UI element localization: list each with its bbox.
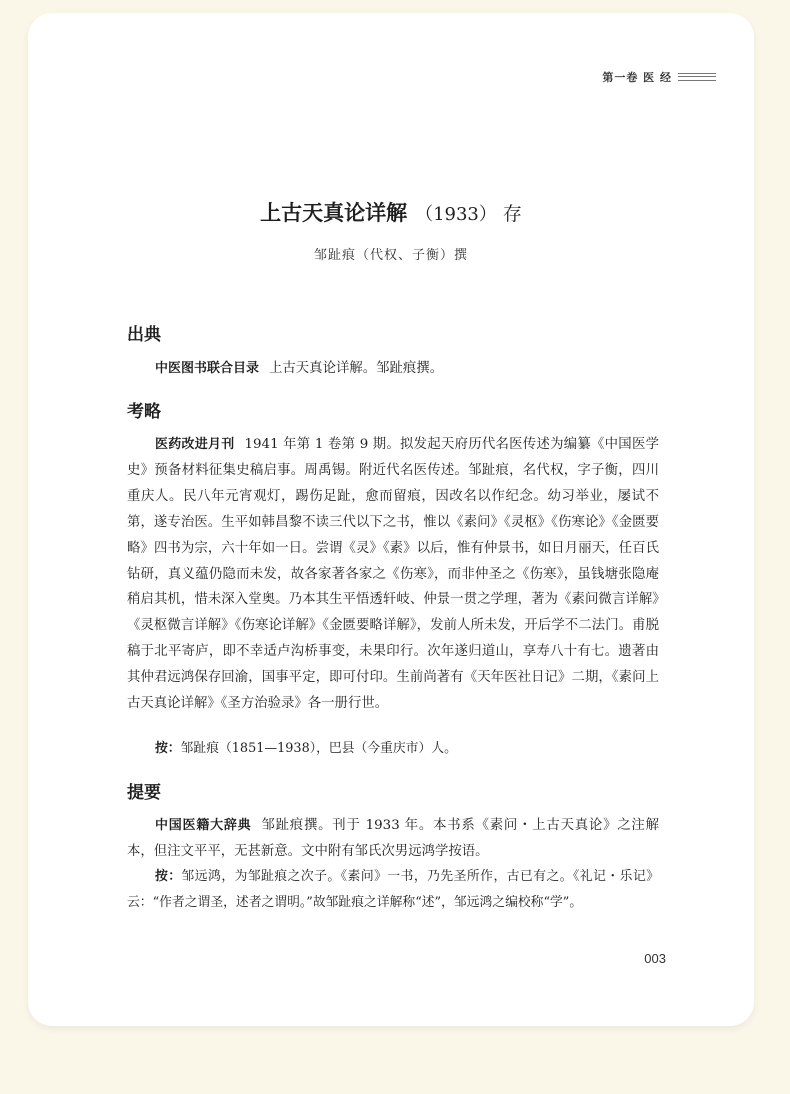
summary-note-text: 邹远鸿，为邹趾痕之次子。《素问》一书，乃先圣所作，古已有之。《礼记・乐记》云：“作者之谓圣，述者之谓明。”故邹趾痕之详解称“述”，邹远鸿之编校称“学”。: [127, 869, 660, 910]
section-heading-summary: 提要: [127, 783, 161, 803]
summary-source-name: 中国医籍大辞典: [155, 818, 252, 833]
summary-text: 邹趾痕撰。刊于 1933 年。本书系《素问・上古天真论》之注解本，但注文平平，无甚新意。文中附有邹氏次男远鸿学按语。: [127, 818, 659, 859]
summary-paragraph: [127, 813, 659, 865]
research-note-label: 按：: [155, 741, 181, 756]
research-note: [127, 736, 659, 762]
header-rule-decoration: [678, 73, 716, 81]
summary-note: [127, 864, 659, 916]
title-year: （1933）: [415, 204, 497, 225]
entry-title: [28, 197, 754, 227]
title-main: 上古天真论详解: [260, 200, 408, 225]
source-text: 上古天真论详解。邹趾痕撰。: [269, 361, 444, 376]
chapter-label: 第一卷 医 经: [602, 71, 672, 84]
research-source-name: 医药改进月刊: [155, 437, 235, 452]
title-status: 存: [502, 203, 522, 225]
source-name: 中医图书联合目录: [155, 361, 260, 376]
research-paragraph: [127, 432, 659, 717]
source-paragraph: [127, 356, 659, 382]
page-number: 003: [644, 951, 666, 966]
research-note-text: 邹趾痕（1851—1938），巴县（今重庆市）人。: [180, 741, 457, 756]
summary-note-label: 按：: [155, 869, 182, 884]
research-text: 1941 年第 1 卷第 9 期。拟发起天府历代名医传述为编纂《中国医学史》预备材料征集史稿启事。周禹锡。附近代名医传述。邹趾痕，名代权，字子衡，四川重庆人。民八年元宵观灯，踢伤足趾，愈而留痕，因改名以作纪念。幼习举业，屡试不第，遂专治医。生平如韩昌黎不读三代以下之书，惟以《素问》《灵枢》《伤寒论》《金匮要略》四书为宗，六十年如一日。尝谓《灵》《素》以后，惟有仲景书，如日月丽天，任百氏钻研，真义蕴仍隐而未发，故各家著各家之《伤寒》，而非仲圣之《伤寒》，虽钱塘张隐庵稍启其机，惜未深入堂奥。乃本其生平悟透轩岐、仲景一贯之学理，著为《素问微言详解》《灵枢微言详解》《伤寒论详解》《金匮要略详解》，发前人所未发，开后学不二法门。甫脱稿于北平寄庐，即不幸适卢沟桥事变，未果印行。次年遂归道山，享寿八十有七。遗著由其仲君远鸿保存回渝，国事平定，即可付印。生前尚著有《天年医社日记》二期，《素问上古天真论详解》《圣方治验录》各一册行世。: [127, 437, 659, 712]
author-line: 邹趾痕（代权、子衡）撰: [313, 248, 468, 263]
running-header: [602, 69, 716, 85]
section-heading-source: 出典: [127, 325, 161, 345]
section-heading-research: 考略: [127, 402, 161, 422]
book-page: [28, 13, 754, 1026]
